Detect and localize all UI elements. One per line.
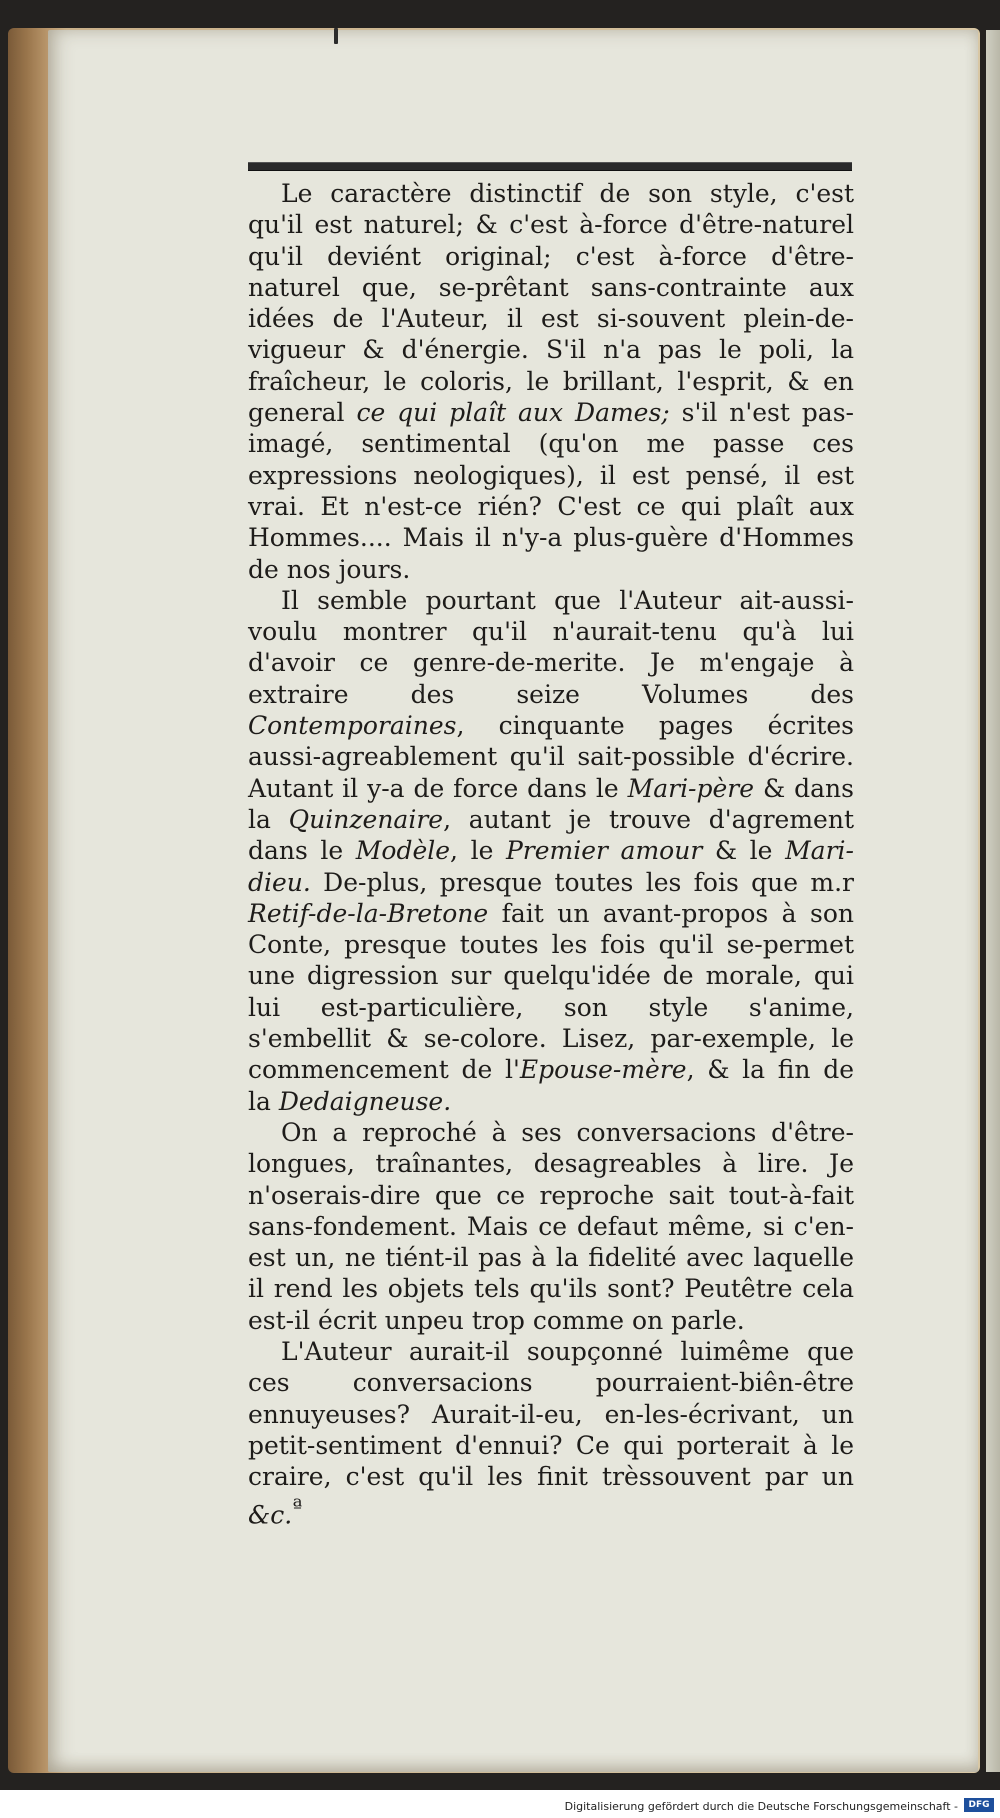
text-run: De-plus, presque toutes les fois que m.r xyxy=(310,867,854,897)
paragraph-2 xyxy=(248,585,854,1117)
italic-run: Dedaigneuse. xyxy=(278,1086,452,1116)
page-top-mark xyxy=(334,28,338,44)
paragraph-1 xyxy=(248,178,854,585)
text-run: Il semble pourtant que l'Auteur ait-aussi-voulu montrer qu'il n'aurait-tenu qu'à lui d'avoir ce genre-de-merite. Je m'engaje à extraire des seize Volumes des xyxy=(248,585,854,709)
body-text xyxy=(248,178,854,1531)
footnote-mark: ª xyxy=(292,1495,303,1520)
italic-run: &c. xyxy=(248,1500,293,1530)
italic-run: Mari-dieu. xyxy=(248,836,854,897)
italic-run: Premier amour xyxy=(505,836,703,866)
text-run: Le caractère distinctif de son style, c'est qu'il est naturel; & c'est à-force d'être-naturel qu'il deviént original; c'est à-force d'être-naturel que, se-prêtant sans-contrainte aux idées de l'Auteur, il est si-souvent plein-de-vigueur & d'énergie. S'il n'a pas le poli, la fraîcheur, le coloris, le brillant, l'esprit, & en general xyxy=(248,179,854,428)
paragraph-4 xyxy=(248,1336,854,1531)
text-run: , le xyxy=(450,836,506,866)
paragraph-3 xyxy=(248,1117,854,1336)
text-run: & dans la xyxy=(248,773,854,834)
text-run: , autant je trouve d'agrement dans le xyxy=(248,804,854,866)
text-run: , & la fin de la xyxy=(248,1055,854,1116)
italic-run: Modèle xyxy=(355,836,451,866)
digitization-credit: Digitalisierung gefördert durch die Deutsche Forschungsgemeinschaft - xyxy=(564,1800,958,1813)
text-run: fait un avant-propos à son Conte, presque toutes les fois qu'il se-permet une digression sur quelqu'idée de morale, qui lui est-particulière, son style s'anime, s'embellit & se-colore. Lisez, par-exemple, le commencement de l' xyxy=(248,898,854,1085)
italic-run: Retif-de-la-Bretone xyxy=(248,898,489,928)
page-right-edge xyxy=(986,30,1000,1772)
header-rule xyxy=(248,162,852,171)
text-run: L'Auteur aurait-il soupçonné luimême que ces conversacions pourraient-biên-être ennuyeuses? Aurait-il-eu, en-les-écrivant, un petit-sentiment d'ennui? Ce qui porterait à le craire, c'est qu'il les finit trèssouvent par un xyxy=(248,1336,854,1492)
italic-run: ce qui plaît aux Dames; xyxy=(356,398,670,428)
italic-run: Epouse-mère xyxy=(519,1055,687,1085)
text-run: , cinquante pages écrites aussi-agreablement qu'il sait-possible d'écrire. Autant il y-a de force dans le xyxy=(248,711,854,803)
text-run: On a reproché à ses conversacions d'être-longues, traînantes, desagreables à lire. Je n'oserais-dire que ce reproche sait tout-à-fait sans-fondement. Mais ce defaut même, si c'en-est un, ne tiént-il pas à la fidelité avec laquelle il rend les objets tels qu'ils sont? Peutêtre cela est-il écrit unpeu trop comme on parle. xyxy=(248,1117,854,1335)
text-run: & le xyxy=(702,836,786,866)
italic-run: Quinzenaire xyxy=(288,804,444,834)
text-run: s'il n'est pas-imagé, sentimental (qu'on me passe ces expressions neologiques), il est pensé, il est vrai. Et n'est-ce rién? C'est ce qui plaît aux Hommes.... Mais il n'y-a plus-guère d'Hommes de nos jours. xyxy=(248,398,854,584)
dfg-logo: DFG xyxy=(964,1798,994,1812)
italic-run: Contemporaines xyxy=(248,711,457,741)
italic-run: Mari-père xyxy=(627,773,755,803)
